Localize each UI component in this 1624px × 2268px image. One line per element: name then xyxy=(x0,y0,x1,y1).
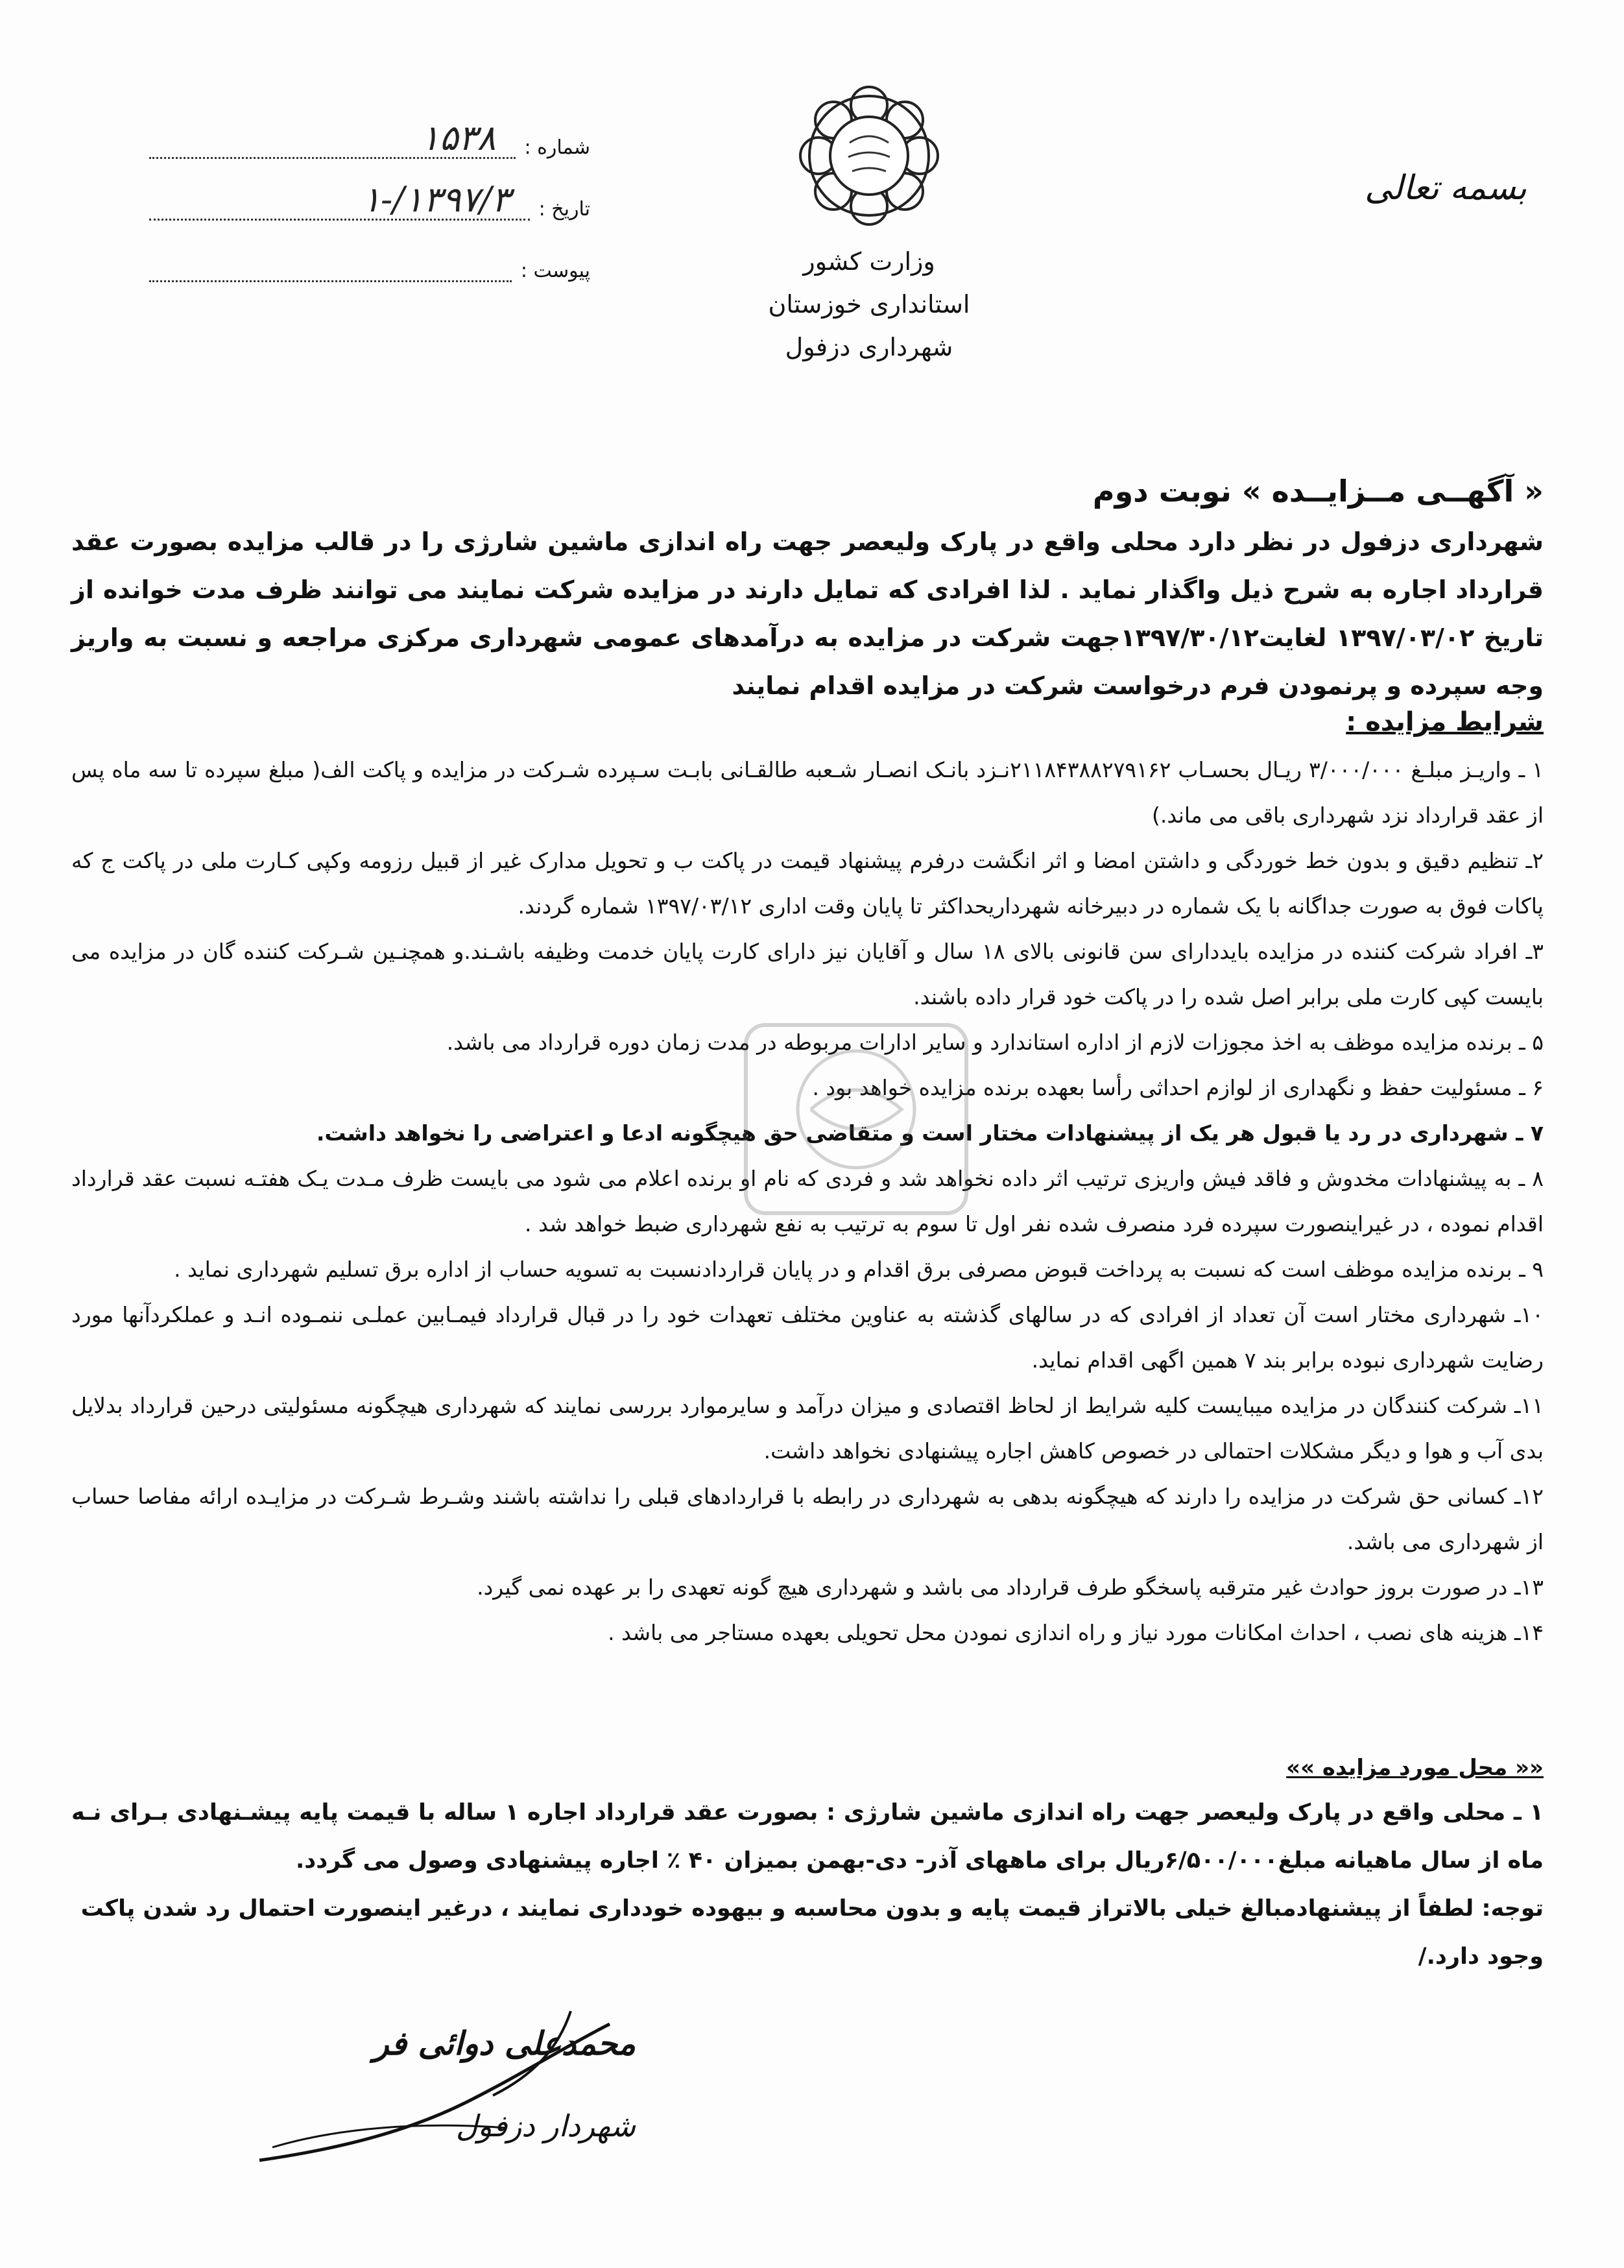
signature-block xyxy=(208,1998,662,2193)
attachment-row xyxy=(149,221,590,282)
registration-stamp xyxy=(733,1012,979,1226)
condition-item: ۱۲ـ کسانی حق شرکت در مزایده را دارند که هیچگونه بدهی به شهرداری در رابطه با قراردادهای قبلی را نداشته باشند وشـرط شـرکت در مزایـده ارائه مفاصا حساب از شهرداری می باشد. xyxy=(71,1484,1544,1554)
conditions-heading: شرایط مزایده : xyxy=(1346,707,1544,737)
condition-item: ۶ ـ مسئولیت حفظ و نگهداری از لوازم احداثی رأسا بعهده برنده مزایده خواهد بود . xyxy=(812,1075,1544,1100)
condition-item: ۹ ـ برنده مزایده موظف است که نسبت به پرداخت قبوض مصرفی برق اقدام و در پایان قراردادنسبت به تسویه حساب از اداره برق تسلیم شهرداری نماید . xyxy=(174,1257,1544,1282)
auction-announcement xyxy=(71,474,1544,710)
auction-location xyxy=(71,1755,1544,1981)
number-row xyxy=(149,97,590,159)
attachment-label: پیوست : xyxy=(520,259,590,282)
announcement-title: « آگهــی مــزایــده » نوبت دوم xyxy=(1092,474,1544,509)
municipality-name: شهرداری دزفول xyxy=(785,333,953,361)
date-value: ۱۳۹۷/۳/-۱ xyxy=(149,180,530,221)
attachment-value xyxy=(149,280,512,282)
basmala: بسمه تعالی xyxy=(1365,169,1527,208)
condition-item: ۱۳ـ در صورت بروز حوادث غیر مترقبه پاسخگو طرف قرارداد می باشد و شهرداری هیچ گونه تعهدی را بر عهده نمی گیرد. xyxy=(477,1574,1544,1600)
location-heading: «« محل مورد مزایده »» xyxy=(1286,1755,1544,1781)
letterhead xyxy=(726,78,1012,368)
number-value: ۱۵۳۸ xyxy=(149,119,516,159)
signatory-role: شهردار دزفول xyxy=(455,2108,636,2143)
location-item: ۱ ـ محلی واقع در پارک ولیعصر جهت راه اندازی ماشین شارژی : بصورت عقد قرارداد اجاره ۱ ساله با قیمت پایه پیشـنهادی بـرای نـه ماه از سال ماهیانه مبلغ۶/۵۰۰/۰۰۰ریال برای ماههای آذر- دی-بهمن بمیزان ۴۰ ٪ اجاره پیشنهادی وصول می گردد. xyxy=(71,1800,1544,1874)
date-row xyxy=(149,159,590,221)
date-label: تاریخ : xyxy=(538,198,590,221)
condition-item: ۵ ـ برنده مزایده موظف به اخذ مجوزات لازم از اداره استاندارد و سایر ادارات مربوطه در مدت زمان دوره قرارداد می باشد. xyxy=(446,1030,1544,1055)
condition-item: ۸ ـ به پیشنهادات مخدوش و فاقد فیش واریزی ترتیب اثر داده نخواهد شد و فردی که نام او برنده اعلام می شود می بایست ظرف مـدت یـک هفتـه نسبت عقد قرارداد اقدام نموده ، در غیراینصورت سپرده فرد منصرف شده نفر اول تا سوم به ترتیب به نفع شهرداری ضبط خواهد شد . xyxy=(71,1166,1544,1237)
location-note: توجه: لطفاً از پیشنهادمبالغ خیلی بالاتراز قیمت پایه و بدون محاسبه و بیهوده خودداری نمایند ، درغیر اینصورت احتمال رد شدن پاکت وجود دارد./ xyxy=(80,1896,1544,1970)
municipality-emblem-icon xyxy=(785,78,953,234)
letter-metadata xyxy=(149,97,590,282)
condition-item: ۱۰ـ شهرداری مختار است آن تعداد از افرادی که در سالهای گذشته به عناوین مختلف تعهدات خود را در قبال قرارداد فیمـابین عملـی ننمـوده انـد و عملکردآنها مورد رضایت شهرداری نبوده برابر بند ۷ همین اگهی اقدام نماید. xyxy=(71,1302,1544,1373)
signatory-name: محمدعلی دوائی فر xyxy=(373,2024,636,2062)
governorate-name: استانداری خوزستان xyxy=(768,290,970,319)
condition-item: ۷ ـ شهرداری در رد یا قبول هر یک از پیشنهادات مختار است و متقاضی حق هیچگونه ادعا و اعتراضی را نخواهد داشت. xyxy=(316,1120,1544,1146)
number-label: شماره : xyxy=(524,136,590,159)
condition-item: ۲ـ تنظیم دقیق و بدون خط خوردگی و داشتن امضا و اثر انگشت درفرم پیشنهاد قیمت در پاکت ب و تحویل مدارک غیر از قبیل رزومه وکپی کـارت ملی در پاکت ج که پاکات فوق به صورت جداگانه با یک شماره در دبیرخانه شهرداریحداکثر تا پایان وقت اداری ۱۳۹۷/۰۳/۱۲ شماره گردند. xyxy=(71,848,1544,919)
condition-item: ۳ـ افراد شرکت کننده در مزایده بایددارای سن قانونی بالای ۱۸ سال و آقایان نیز دارای کارت پایان خدمت وظیفه باشـند.و همچنـین شـرکت کننده گان در مزایده می بایست کپی کارت ملی برابر اصل شده را در پاکت خود قرار داده باشند. xyxy=(71,939,1544,1009)
condition-item: ۱۱ـ شرکت کنندگان در مزایده میبایست کلیه شرایط از لحاظ اقتصادی و میزان درآمد و سایرموارد بررسی نمایند که شهرداری هیچگونه مسئولیتی درحین قرارداد بدلایل بدی آب و هوا و دیگر مشکلات احتمالی در خصوص کاهش اجاره پیشنهادی نخواهد داشت. xyxy=(71,1393,1544,1464)
announcement-intro: شهرداری دزفول در نظر دارد محلی واقع در پارک ولیعصر جهت راه اندازی ماشین شارژی را در قالب مزایده بصورت عقد قرارداد اجاره به شرح ذیل واگذار نماید . لذا افرادی که تمایل دارند در مزایده شرکت نمایند می توانند ظرف مدت خوانده از تاریخ ۱۳۹۷/۰۳/۰۲ لغایت۱۳۹۷/۳۰/۱۲جهت شرکت در مزایده به درآمدهای عمومی شهرداری مرکزی مراجعه و نسبت به واریز وجه سپرده و پرنمودن فرم درخواست شرکت در مزایده اقدام نمایند xyxy=(71,527,1544,700)
condition-item: ۱۴ـ هزینه های نصب ، احداث امکانات مورد نیاز و راه اندازی نمودن محل تحویلی بعهده مستاجر می باشد . xyxy=(608,1620,1544,1645)
ministry-name: وزارت کشور xyxy=(803,247,935,276)
condition-item: ۱ ـ واریـز مبلـغ ۳/۰۰۰/۰۰۰ ریـال بحسـاب ۲۱۱۸۴۳۸۸۲۷۹۱۶۲نـزد بانـک انصـار شـعبه طالقـانی بابـت سـپرده شـرکت در مزایده و پاکت الف( مبلغ سپرده تا سه ماه پس از عقد قرارداد نزد شهرداری باقی می ماند.) xyxy=(71,757,1544,828)
